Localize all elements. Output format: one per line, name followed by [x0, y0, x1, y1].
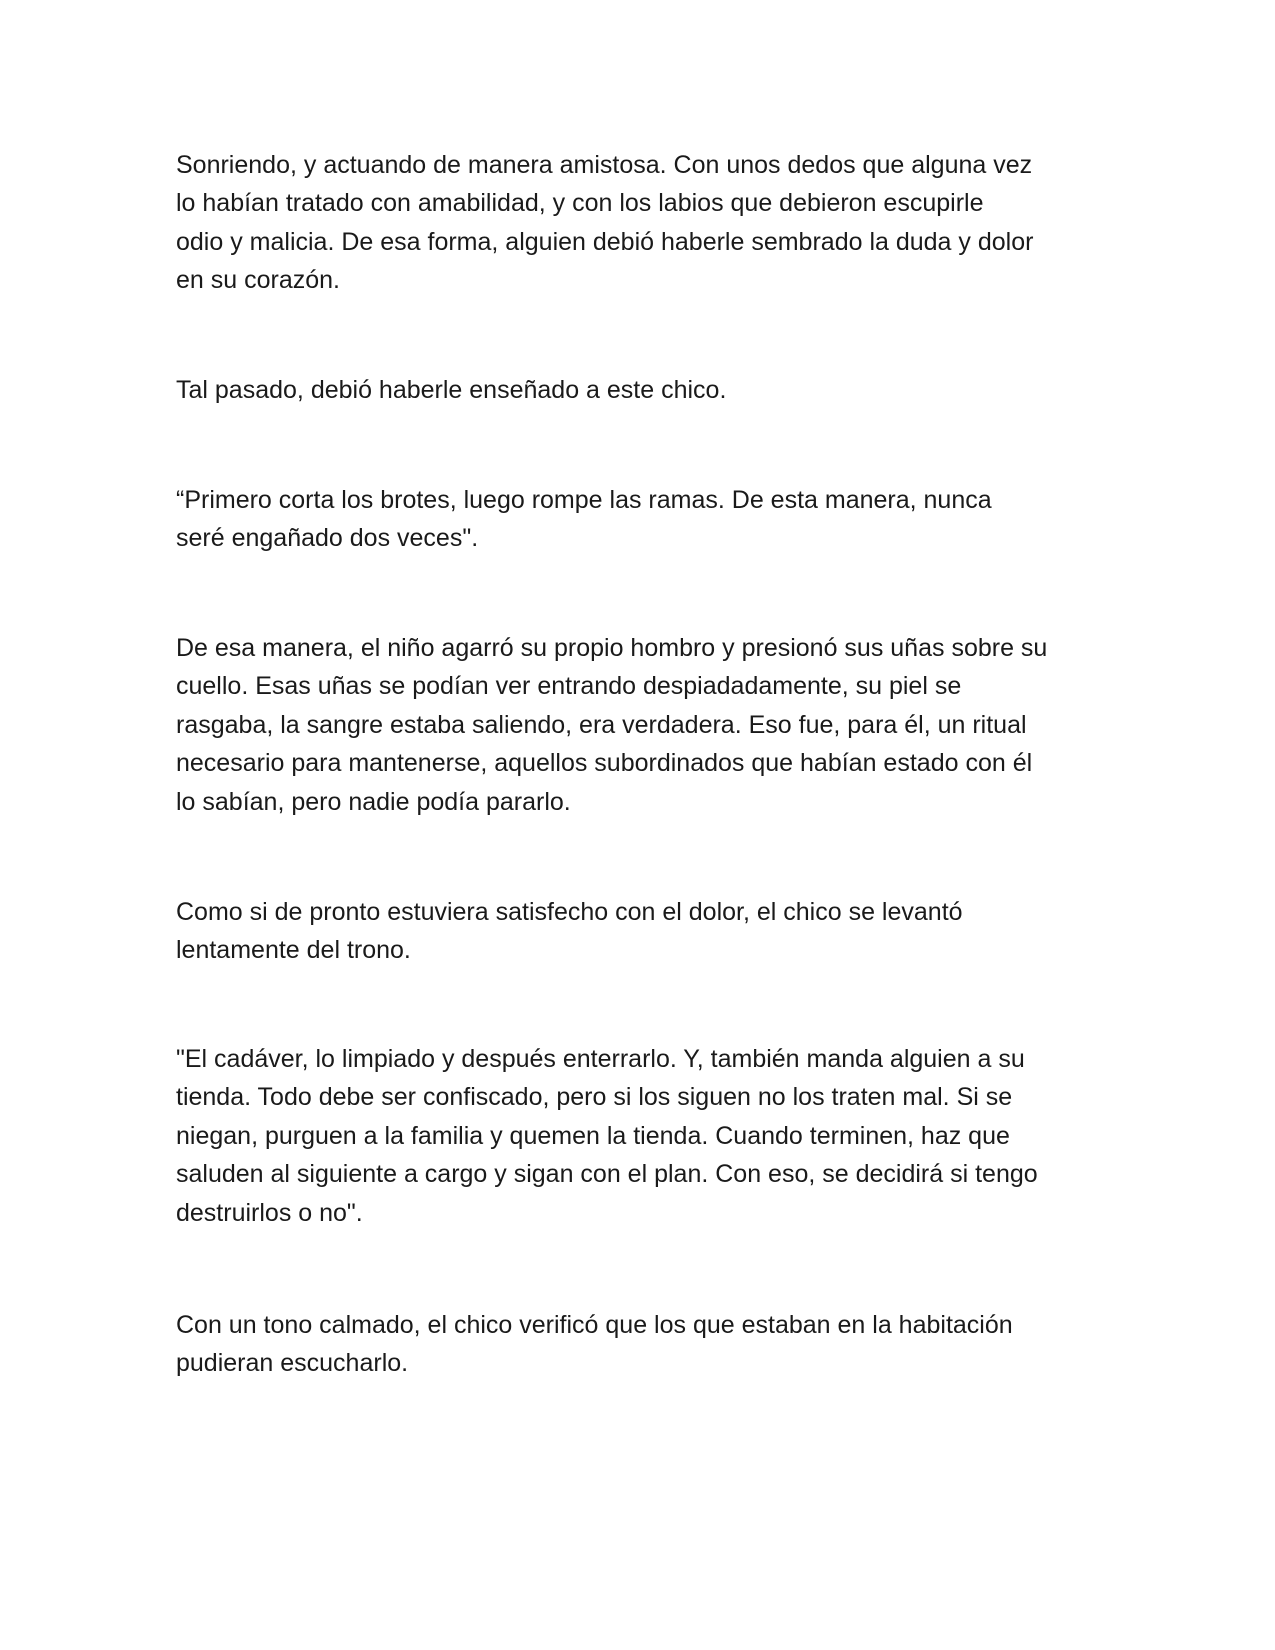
text-line: necesario para mantenerse, aquellos subordinados que habían estado con él [176, 749, 1033, 778]
text-line: saluden al siguiente a cargo y sigan con el plan. Con eso, se decidirá si tengo [176, 1160, 1038, 1189]
paragraph-2 [176, 371, 1106, 409]
text-line: destruirlos o no". [176, 1198, 363, 1227]
text-line: seré engañado dos veces". [176, 524, 479, 553]
paragraph-4 [176, 629, 1106, 821]
text-line: Sonriendo, y actuando de manera amistosa. Con unos dedos que alguna vez [176, 151, 1033, 179]
paragraph-3 [176, 481, 1106, 558]
text-line: en su corazón. [176, 266, 340, 295]
paragraph-1 [176, 146, 1106, 300]
text-line: niegan, purguen a la familia y quemen la tienda. Cuando terminen, haz que [176, 1121, 1010, 1150]
text-line: lo habían tratado con amabilidad, y con los labios que debieron escupirle [176, 189, 984, 218]
text-line: rasgaba, la sangre estaba saliendo, era verdadera. Eso fue, para él, un ritual [176, 710, 1027, 739]
text-line: cuello. Esas uñas se podían ver entrando despiadadamente, su piel se [176, 672, 962, 701]
paragraph-7 [176, 1306, 1106, 1383]
text-line: pudieran escucharlo. [176, 1349, 409, 1378]
text-line: tienda. Todo debe ser confiscado, pero si los siguen no los traten mal. Si se [176, 1083, 1013, 1112]
paragraph-6 [176, 1040, 1106, 1232]
text-line: lo sabían, pero nadie podía pararlo. [176, 787, 571, 816]
text-line: Como si de pronto estuviera satisfecho con el dolor, el chico se levantó [176, 898, 963, 926]
text-line: De esa manera, el niño agarró su propio hombro y presionó sus uñas sobre su [176, 634, 1048, 662]
text-line: odio y malicia. De esa forma, alguien debió haberle sembrado la duda y dolor [176, 227, 1034, 256]
text-line: "El cadáver, lo limpiado y después enterrarlo. Y, también manda alguien a su [176, 1045, 1025, 1073]
paragraph-5 [176, 893, 1106, 970]
text-line: Con un tono calmado, el chico verificó que los que estaban en la habitación [176, 1311, 1013, 1339]
text-line: lentamente del trono. [176, 936, 411, 965]
text-line: “Primero corta los brotes, luego rompe las ramas. De esta manera, nunca [176, 486, 992, 514]
text-line: Tal pasado, debió haberle enseñado a este chico. [176, 376, 727, 404]
